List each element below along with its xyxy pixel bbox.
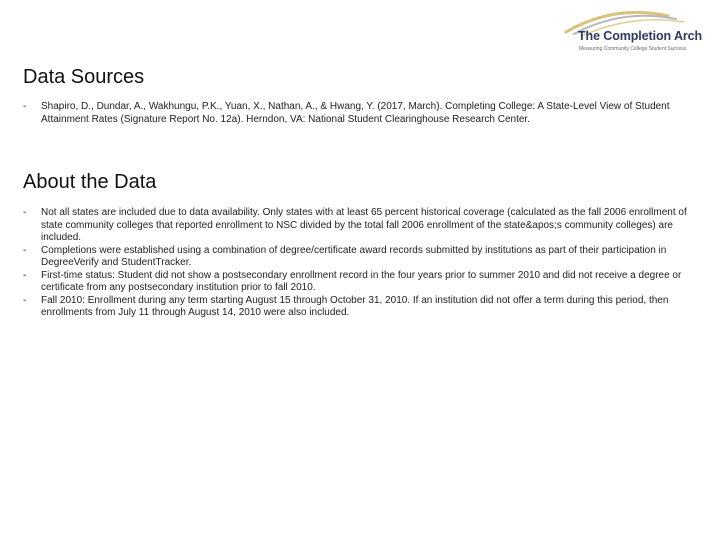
completion-arch-logo — [560, 10, 710, 62]
logo-tagline: Measuring Community College Student Success — [579, 46, 687, 52]
bullet-dash: - — [23, 269, 27, 281]
list-item — [23, 245, 693, 270]
bullet-dash: - — [23, 101, 27, 112]
list-item-text: First-time status: Student did not show a postsecondary enrollment record in the four years prior to summer 2010 and did not receive a degree or certificate from any postsecondary institution prior to fall 2010. — [41, 269, 682, 293]
about-data-heading: About the Data — [23, 171, 157, 193]
bullet-dash: - — [23, 244, 27, 256]
bullet-dash: - — [23, 294, 27, 306]
data-sources-heading: Data Sources — [23, 66, 145, 88]
list-item — [23, 270, 693, 295]
list-item-text: Not all states are included due to data availability. Only states with at least 65 percent historical coverage (calculated as the fall 2006 enrollment of state community colleges that reported enrollment to NSC divided by the total fall 2006 enrollment of the state&apos;s community colleges) are included. — [41, 207, 687, 243]
list-item — [23, 207, 693, 245]
logo-title: The Completion Arch — [578, 29, 703, 43]
list-item — [23, 101, 693, 126]
list-item — [23, 295, 693, 320]
list-item-text: Completions were established using a combination of degree/certificate award records submitted by institutions as part of their participation in DegreeVerify and StudentTracker. — [41, 244, 667, 268]
about-data-list — [23, 207, 693, 320]
list-item-text: Shapiro, D., Dundar, A., Wakhungu, P.K., Yuan, X., Nathan, A., & Hwang, Y. (2017, March). Completing College: A State-Level View of Student Attainment Rates (Signature Report No. 12a). Herndon, VA: National Student Clearinghouse Research Center. — [41, 101, 670, 125]
bullet-dash: - — [23, 207, 27, 218]
data-sources-list — [23, 101, 693, 126]
list-item-text: Fall 2010: Enrollment during any term starting August 15 through October 31, 2010. If an institution did not offer a term during this period, then enrollments from July 11 through August 14, 2010 were also included. — [41, 294, 669, 318]
